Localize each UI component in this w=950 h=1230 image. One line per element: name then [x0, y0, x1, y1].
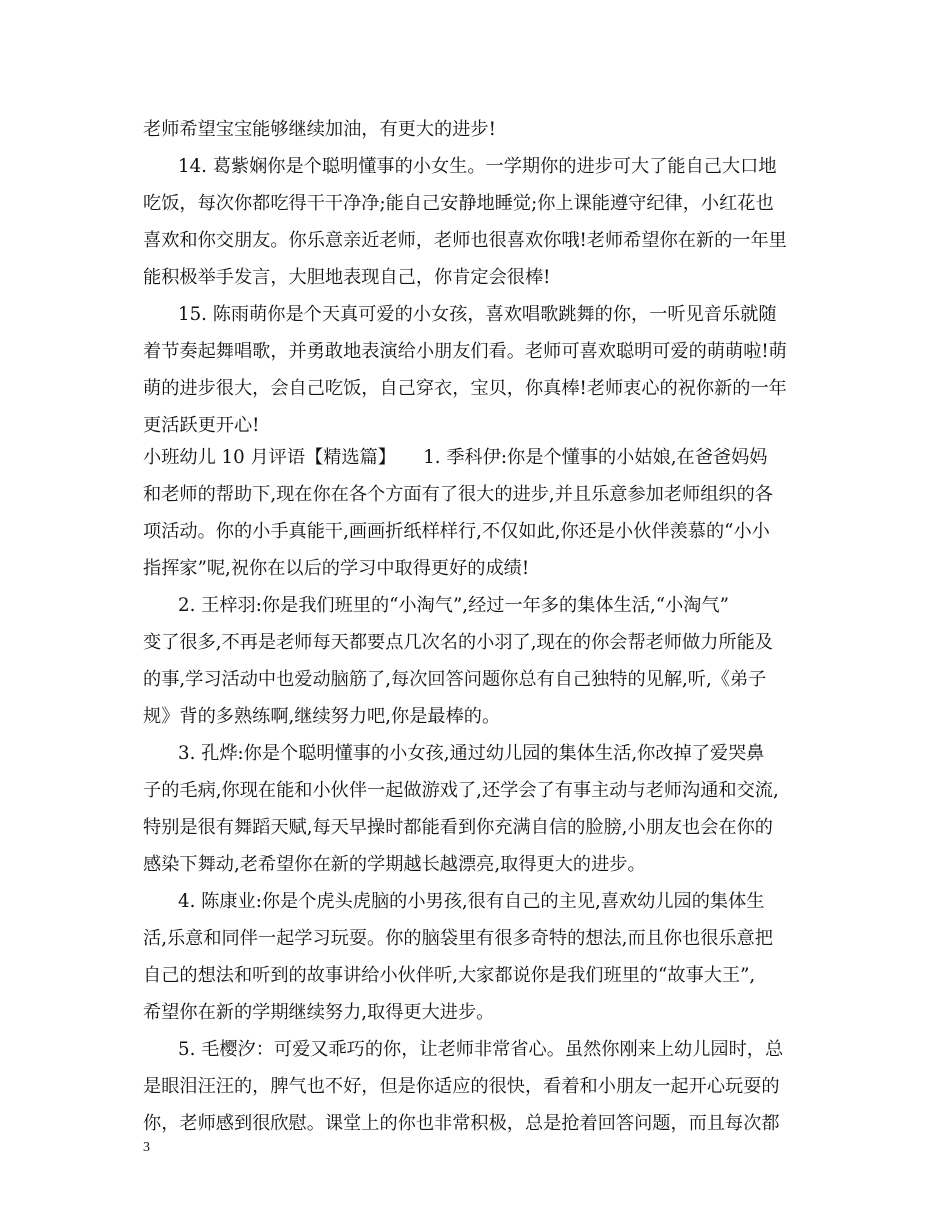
text-line: 你，老师感到很欣慰。课堂上的你也非常积极，总是抢着回答问题，而且每次都: [143, 1113, 780, 1134]
text-line: 萌的进步很大，会自己吃饭，自己穿衣，宝贝，你真棒!老师衷心的祝你新的一年: [143, 378, 787, 399]
text-line: 老师希望宝宝能够继续加油，有更大的进步!: [143, 119, 496, 140]
text-line: 吃饭，每次你都吃得干干净净;能自己安静地睡觉;你上课能遵守纪律，小红花也: [143, 193, 774, 214]
text-line: 更活跃更开心!: [143, 415, 260, 436]
text-line: 着节奏起舞唱歌，并勇敢地表演给小朋友们看。老师可喜欢聪明可爱的萌萌啦!萌: [143, 341, 787, 362]
text-line: 5. 毛樱汐：可爱又乖巧的你，让老师非常省心。虽然你刚来上幼儿园时，总: [178, 1039, 784, 1060]
text-line: 子的毛病,你现在能和小伙伴一起做游戏了,还学会了有事主动与老师沟通和交流,: [143, 780, 779, 801]
text-line: 是眼泪汪汪的，脾气也不好，但是你适应的很快，看着和小朋友一起开心玩耍的: [143, 1076, 780, 1097]
text-line: 感染下舞动,老希望你在新的学期越长越漂亮,取得更大的进步。: [143, 854, 646, 875]
text-line: 规》背的多熟练啊,继续努力吧,你是最棒的。: [143, 706, 501, 727]
page-number: 3: [143, 1140, 150, 1155]
section-heading-line: 小班幼儿 10 月评语【精选篇】 1. 季科伊:你是个懂事的小姑娘,在爸爸妈妈: [143, 447, 768, 468]
text-line: 希望你在新的学期继续努力,取得更大进步。: [143, 1002, 495, 1023]
text-line: 项活动。你的小手真能干,画画折纸样样行,不仅如此,你还是小伙伴羡慕的“小小: [143, 521, 770, 542]
text-line: 能积极举手发言，大胆地表现自己，你肯定会很棒!: [143, 267, 551, 288]
text-line: 特别是很有舞蹈天赋,每天早操时都能看到你充满自信的脸膀,小朋友也会在你的: [143, 817, 773, 838]
text-line: 4. 陈康业:你是个虎头虎脑的小男孩,很有自己的主见,喜欢幼儿园的集体生: [178, 891, 765, 912]
text-line: 14. 葛紫娴你是个聪明懂事的小女生。一学期你的进步可大了能自己大口地: [178, 156, 777, 177]
text-line: 2. 王梓羽:你是我们班里的“小淘气”,经过一年多的集体生活,“小淘气”: [178, 595, 729, 616]
text-line: 变了很多,不再是老师每天都要点几次名的小羽了,现在的你会帮老师做力所能及: [143, 632, 773, 653]
text-line: 和老师的帮助下,现在你在各个方面有了很大的进步,并且乐意参加老师组织的各: [143, 484, 773, 505]
text-line: 自己的想法和听到的故事讲给小伙伴听,大家都说你是我们班里的“故事大王”,: [143, 965, 756, 986]
text-line: 3. 孔烨:你是个聪明懂事的小女孩,通过幼儿园的集体生活,你改掉了爱哭鼻: [178, 743, 765, 764]
text-line: 活,乐意和同伴一起学习玩耍。你的脑袋里有很多奇特的想法,而且你也很乐意把: [143, 928, 773, 949]
text-line: 喜欢和你交朋友。你乐意亲近老师，老师也很喜欢你哦!老师希望你在新的一年里: [143, 230, 787, 251]
text-line: 的事,学习活动中也爱动脑筋了,每次回答问题你总有自己独特的见解,听,《弟子: [143, 669, 767, 690]
text-line: 15. 陈雨萌你是个天真可爱的小女孩，喜欢唱歌跳舞的你，一听见音乐就随: [178, 304, 777, 325]
text-line: 指挥家”呢,祝你在以后的学习中取得更好的成绩!: [143, 558, 530, 579]
